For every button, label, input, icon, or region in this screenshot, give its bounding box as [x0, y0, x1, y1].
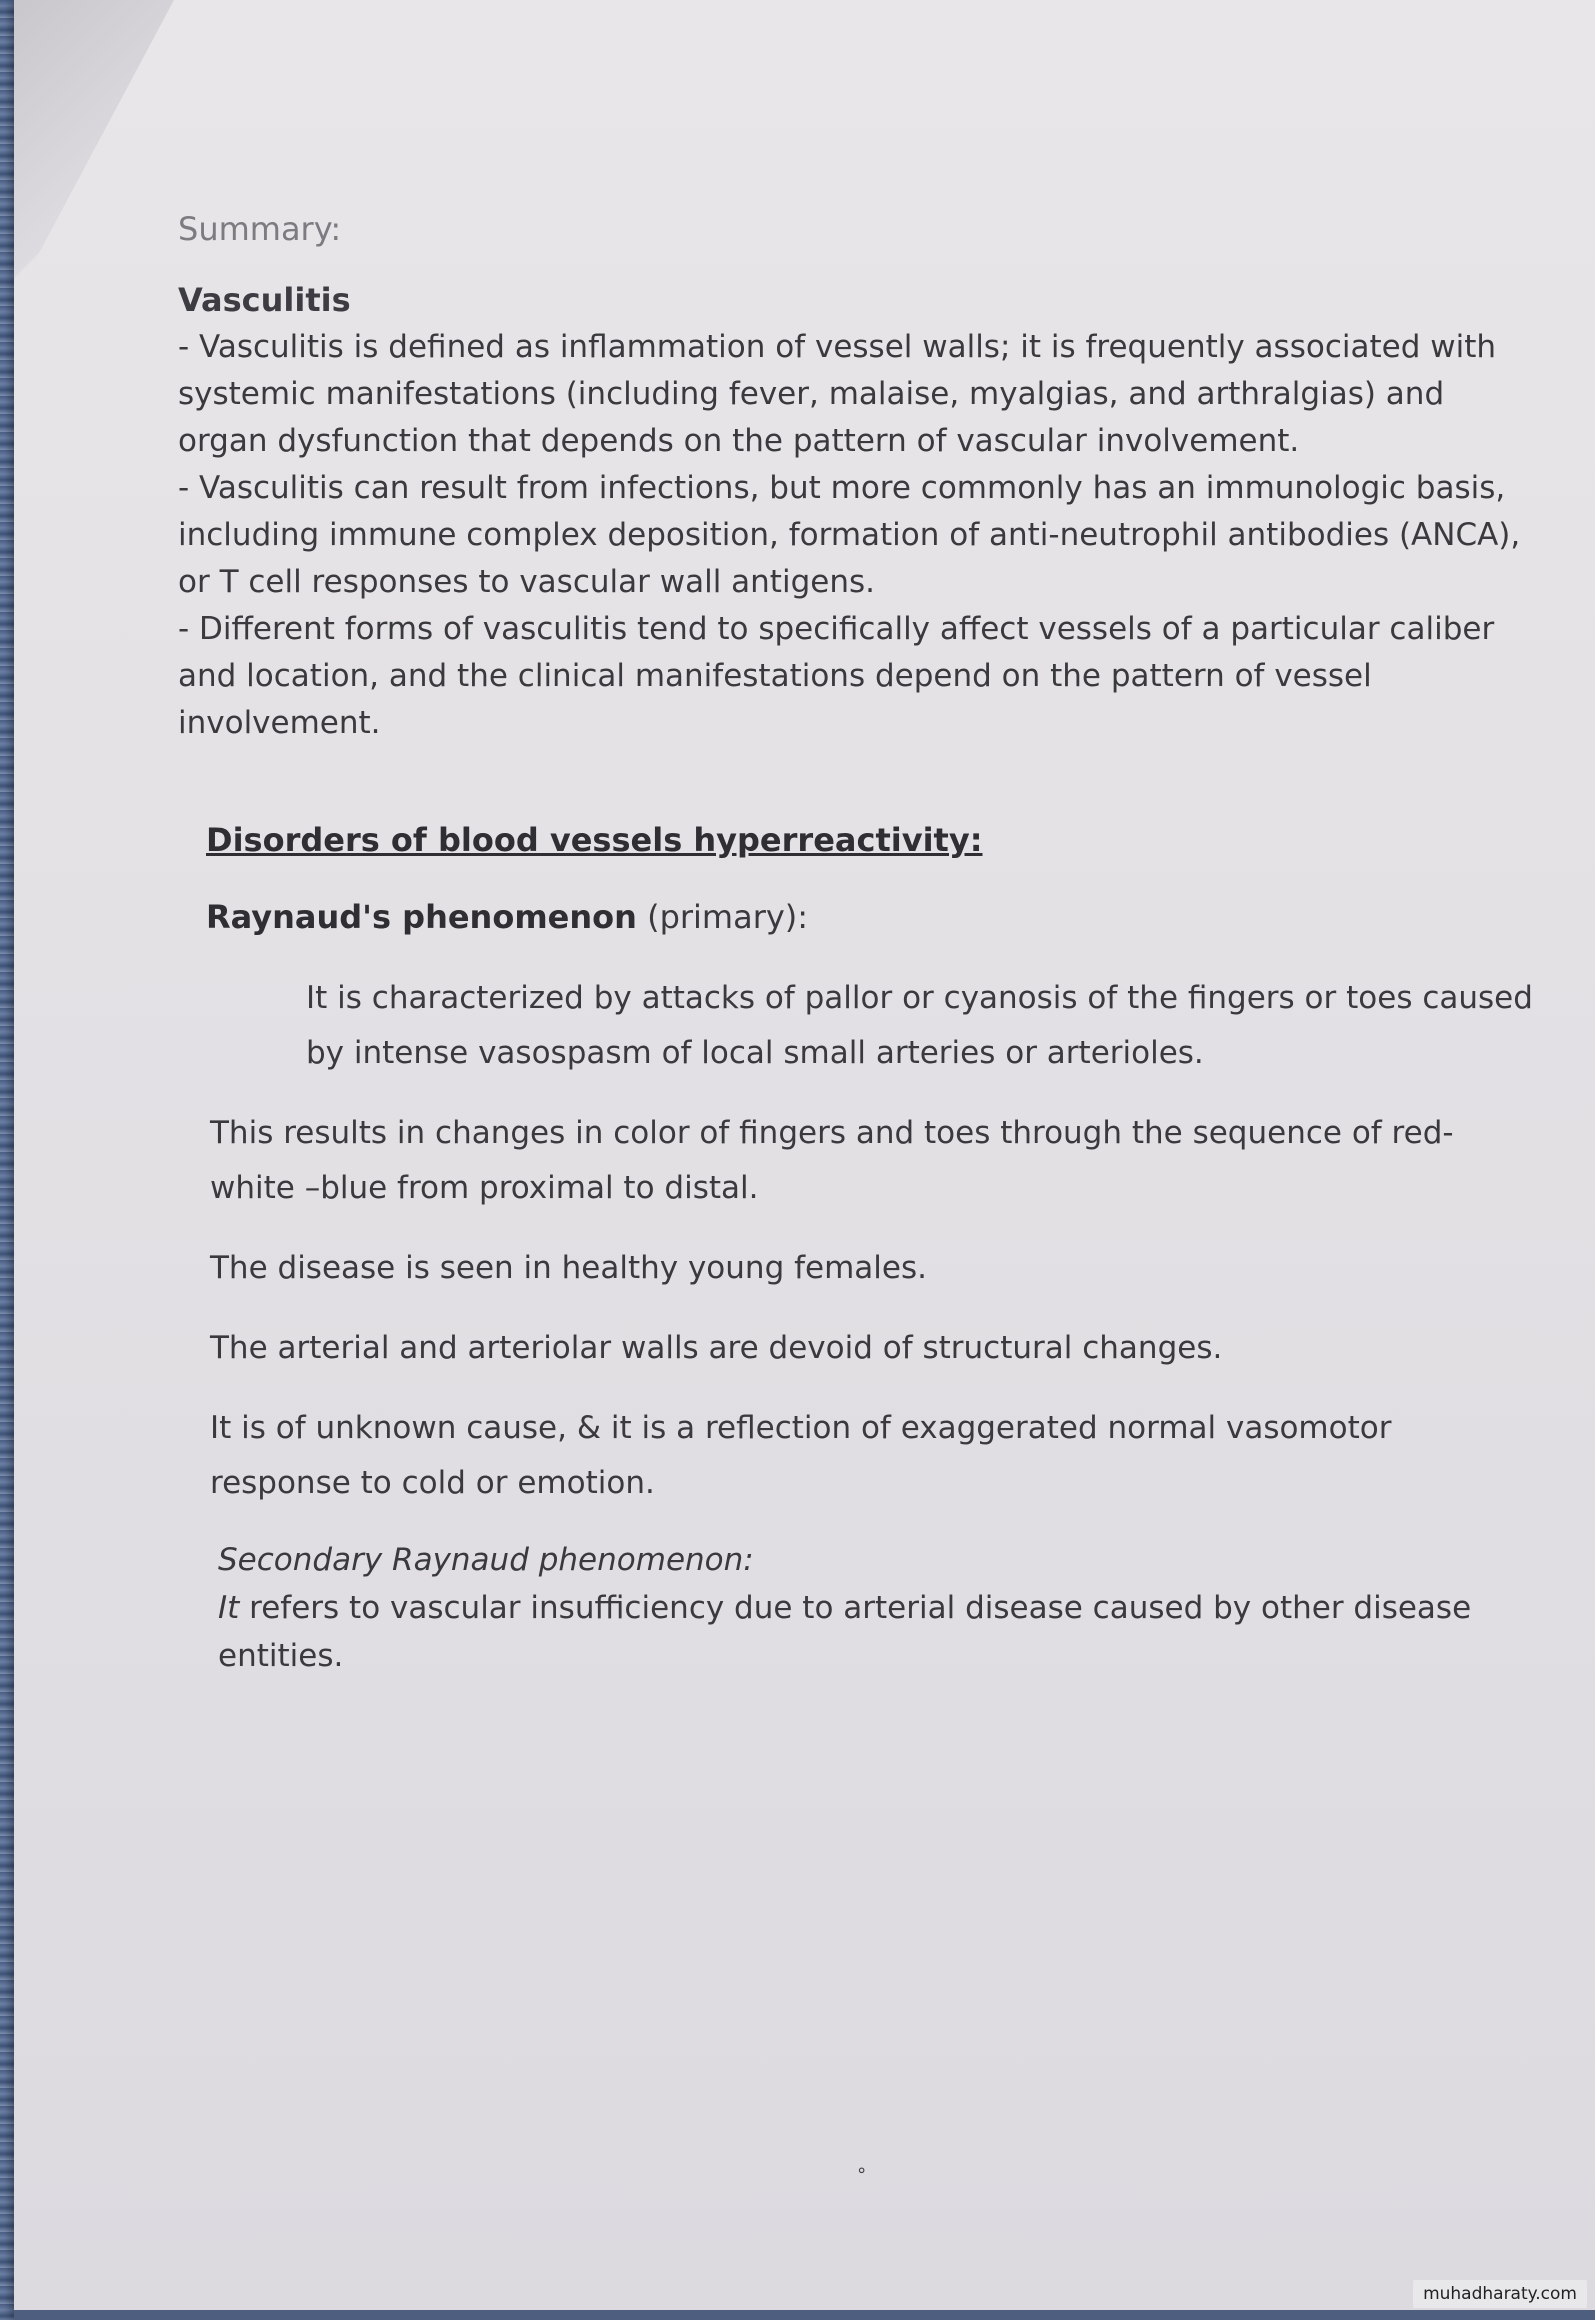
raynaud-heading-rest: (primary):: [636, 898, 809, 936]
raynaud-heading: [206, 894, 1538, 941]
raynaud-heading-bold: Raynaud's phenomenon: [206, 898, 637, 936]
raynaud-paragraph-1: It is characterized by attacks of pallor or cyanosis of the fingers or toes caused by intense vasospasm of local small arteries or arterioles.: [306, 980, 1533, 1071]
section-gap: [178, 747, 1538, 817]
page-content: [178, 206, 1538, 1680]
secondary-raynaud-text: [218, 1584, 1538, 1680]
page-corner-fold: [14, 0, 174, 300]
disorders-heading: Disorders of blood vessels hyperreactivity:: [206, 821, 983, 859]
watermark-badge: muhadharaty.com: [1413, 2280, 1587, 2308]
secondary-raynaud-heading: Secondary Raynaud phenomenon:: [218, 1542, 754, 1578]
document-page: [14, 0, 1595, 2320]
vasculitis-point-1: - Vasculitis is defined as inflammation of vessel walls; it is frequently associated with systemic manifestations (including fever, malaise, myalgias, and arthralgias) and organ dysfunction that depends on the pattern of vascular involvement.: [178, 329, 1496, 459]
page-bottom-edge: [14, 2310, 1595, 2320]
page-number: ∘: [856, 2160, 868, 2181]
secondary-raynaud-body: refers to vascular insufficiency due to arterial disease caused by other disease entities.: [218, 1590, 1472, 1674]
secondary-raynaud-lead: It: [218, 1590, 240, 1626]
vasculitis-heading: Vasculitis: [178, 281, 351, 319]
raynaud-paragraph-5: It is of unknown cause, & it is a reflection of exaggerated normal vasomotor response to cold or emotion.: [210, 1410, 1392, 1501]
vasculitis-point-2: - Vasculitis can result from infections, but more commonly has an immunologic basis, including immune complex deposition, formation of anti-neutrophil antibodies (ANCA), or T cell responses to vascular wall antigens.: [178, 470, 1521, 600]
summary-label: Summary:: [178, 210, 342, 248]
raynaud-paragraph-2: This results in changes in color of fingers and toes through the sequence of red-white –blue from proximal to distal.: [210, 1115, 1454, 1206]
raynaud-paragraph-3: The disease is seen in healthy young females.: [210, 1250, 927, 1286]
vasculitis-point-3: - Different forms of vasculitis tend to specifically affect vessels of a particular caliber and location, and the clinical manifestations depend on the pattern of vessel involvement.: [178, 611, 1495, 741]
raynaud-paragraph-4: The arterial and arteriolar walls are devoid of structural changes.: [210, 1330, 1223, 1366]
